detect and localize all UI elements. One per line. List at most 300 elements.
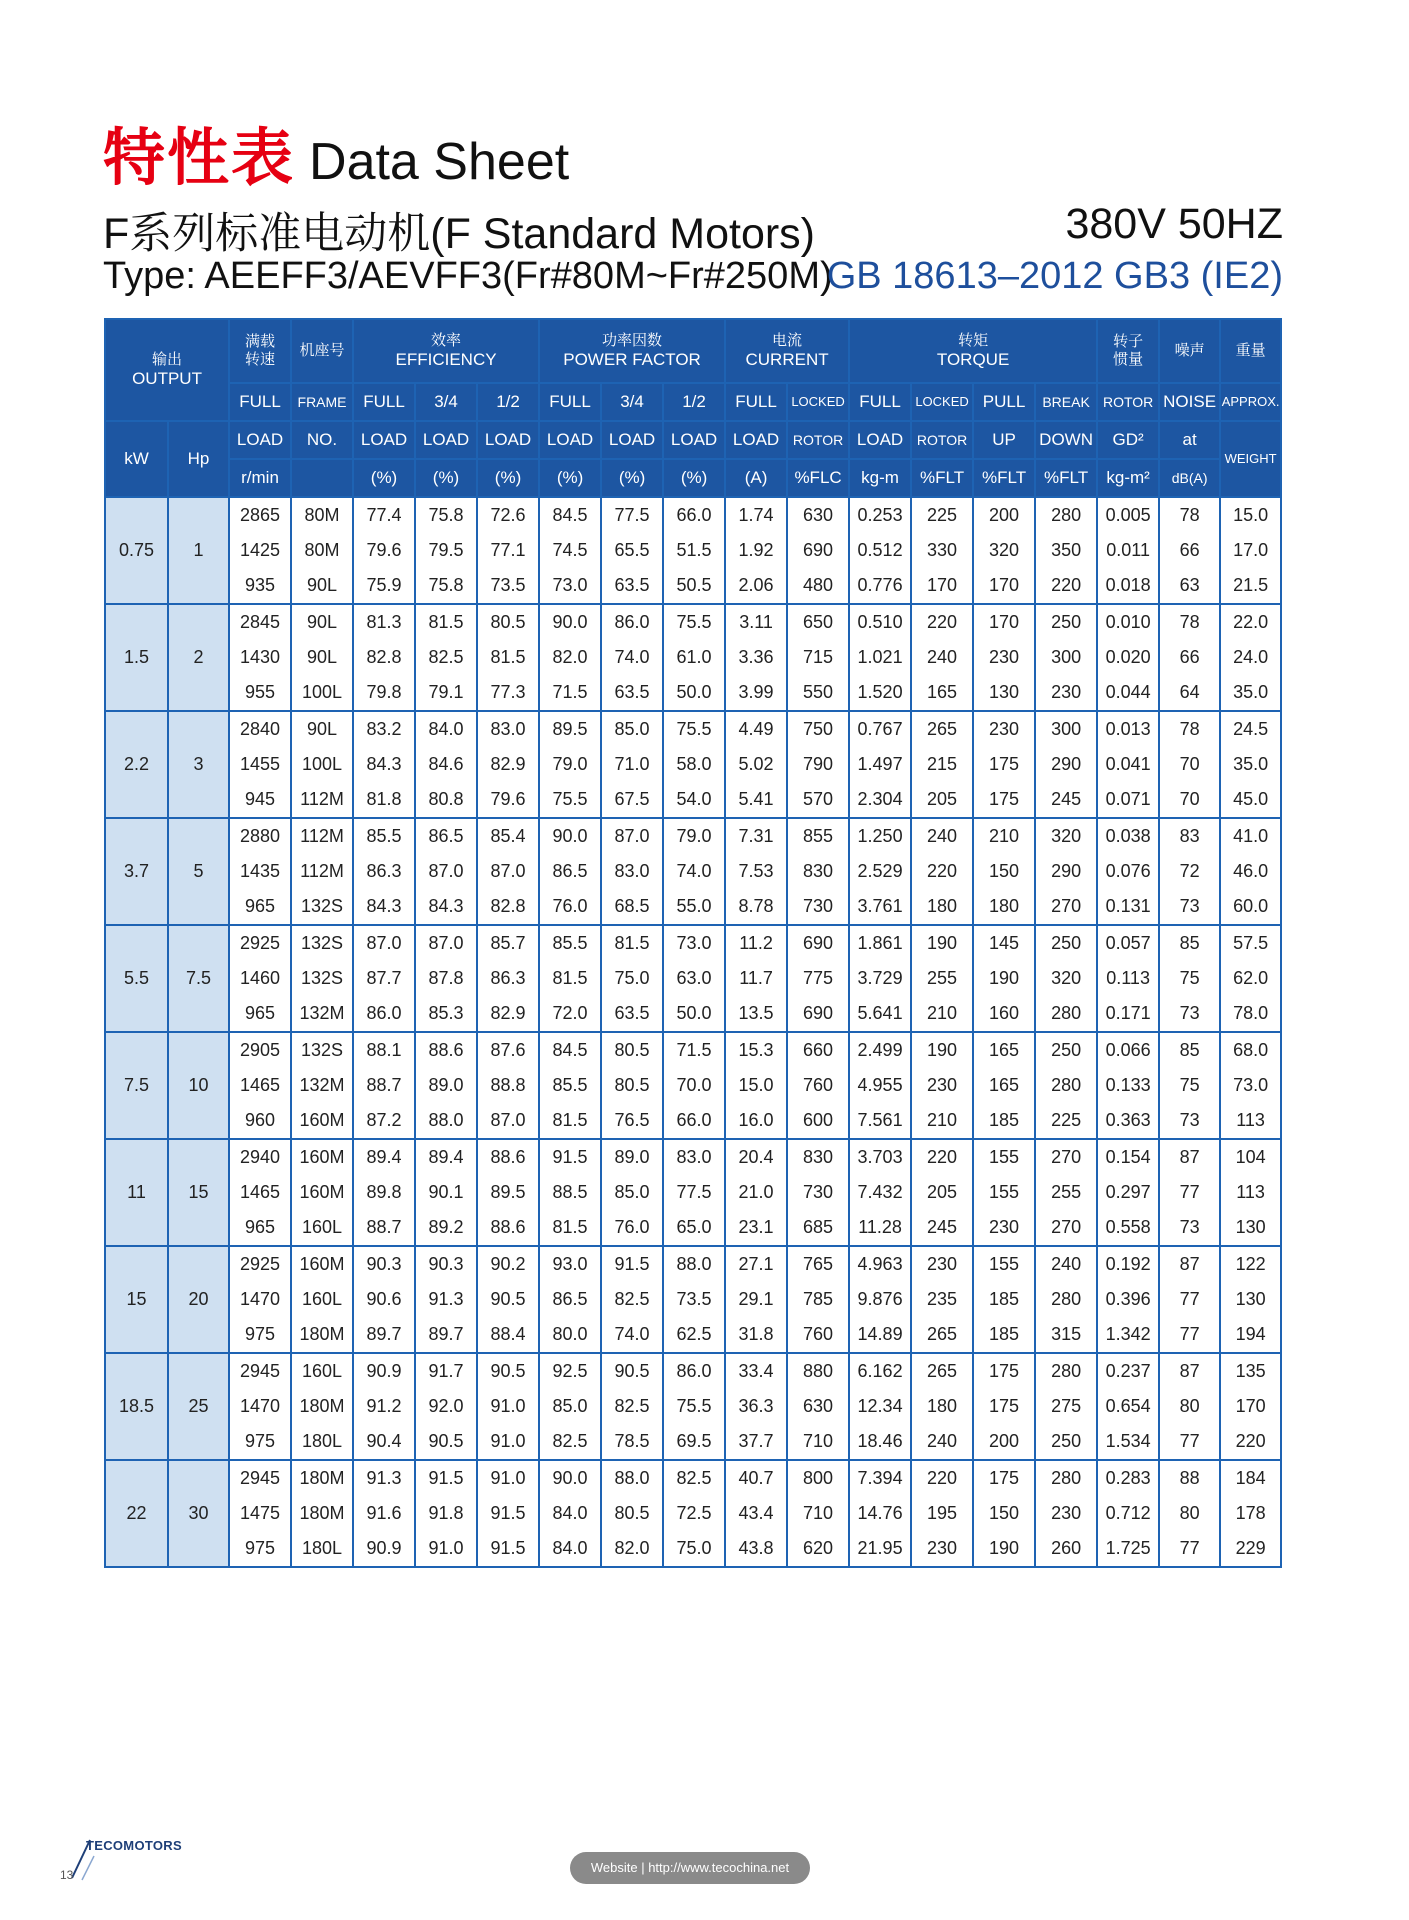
table-cell: 130 [1220, 1282, 1281, 1317]
table-cell: 165 [973, 1032, 1035, 1068]
table-cell: 82.5 [539, 1424, 601, 1460]
table-cell: 85.5 [353, 818, 415, 854]
table-cell: 79.1 [415, 675, 477, 711]
hdr-pct-5: (%) [601, 459, 663, 497]
table-cell: 715 [787, 640, 849, 675]
hdr-pf-34: 3/4 [601, 383, 663, 421]
table-cell: 85.5 [539, 925, 601, 961]
table-cell: 1.861 [849, 925, 911, 961]
table-row [105, 1032, 1281, 1068]
table-cell: 765 [787, 1246, 849, 1282]
table-cell: 18.46 [849, 1424, 911, 1460]
table-cell: 77 [1159, 1424, 1220, 1460]
table-cell: 82.5 [601, 1282, 663, 1317]
torque-header: 转矩 TORQUE [849, 319, 1097, 383]
table-cell: 90L [291, 640, 353, 675]
table-cell: 960 [229, 1103, 291, 1139]
table-cell: 230 [911, 1246, 973, 1282]
table-cell: 82.8 [353, 640, 415, 675]
table-cell: 70 [1159, 782, 1220, 818]
table-cell: 855 [787, 818, 849, 854]
table-cell: 300 [1035, 711, 1097, 747]
table-cell: 87.0 [353, 925, 415, 961]
table-cell: 55.0 [663, 889, 725, 925]
table-cell: 91.2 [353, 1389, 415, 1424]
table-cell: 72 [1159, 854, 1220, 889]
table-cell: 0.558 [1097, 1210, 1159, 1246]
output-kw: 22 [105, 1460, 168, 1567]
table-cell: 2925 [229, 925, 291, 961]
table-cell: 87 [1159, 1139, 1220, 1175]
table-cell: 78 [1159, 604, 1220, 640]
table-cell: 82.8 [477, 889, 539, 925]
table-cell: 90.2 [477, 1246, 539, 1282]
table-cell: 73.5 [663, 1282, 725, 1317]
table-cell: 175 [973, 1460, 1035, 1496]
page-title [103, 108, 569, 197]
table-cell: 90L [291, 568, 353, 604]
hdr-flt-3: %FLT [1035, 459, 1097, 497]
table-cell: 78.0 [1220, 996, 1281, 1032]
table-cell: 90.3 [353, 1246, 415, 1282]
table-cell: 80M [291, 533, 353, 568]
table-cell: 194 [1220, 1317, 1281, 1353]
table-cell: 760 [787, 1317, 849, 1353]
hdr-cur-rotor: ROTOR [787, 421, 849, 459]
table-cell: 90.5 [415, 1424, 477, 1460]
table-cell: 1.497 [849, 747, 911, 782]
table-cell: 88 [1159, 1460, 1220, 1496]
table-cell: 5.641 [849, 996, 911, 1032]
table-cell: 88.6 [415, 1032, 477, 1068]
table-cell: 85.0 [601, 711, 663, 747]
table-cell: 74.0 [601, 640, 663, 675]
table-row [105, 675, 1281, 711]
table-cell: 72.6 [477, 497, 539, 533]
table-cell: 650 [787, 604, 849, 640]
table-cell: 480 [787, 568, 849, 604]
table-cell: 91.0 [477, 1460, 539, 1496]
hdr-kgm2: kg-m² [1097, 459, 1159, 497]
table-cell: 240 [911, 1424, 973, 1460]
hdr-pct-3: (%) [477, 459, 539, 497]
table-cell: 76.0 [601, 1210, 663, 1246]
table-cell: 41.0 [1220, 818, 1281, 854]
output-kw: 5.5 [105, 925, 168, 1032]
table-cell: 80.0 [539, 1317, 601, 1353]
output-hp: 3 [168, 711, 229, 818]
table-cell: 1.342 [1097, 1317, 1159, 1353]
hdr-pull: PULL [973, 383, 1035, 421]
table-cell: 84.0 [539, 1496, 601, 1531]
hdr-tq-locked: LOCKED [911, 383, 973, 421]
table-cell: 280 [1035, 1068, 1097, 1103]
table-cell: 67.5 [601, 782, 663, 818]
table-cell: 78.5 [601, 1424, 663, 1460]
table-cell: 31.8 [725, 1317, 787, 1353]
table-cell: 84.0 [415, 711, 477, 747]
table-row [105, 497, 1281, 533]
table-cell: 5.41 [725, 782, 787, 818]
table-cell: 800 [787, 1460, 849, 1496]
hdr-eff-load-2: LOAD [415, 421, 477, 459]
table-cell: 0.071 [1097, 782, 1159, 818]
table-cell: 0.113 [1097, 961, 1159, 996]
table-cell: 81.8 [353, 782, 415, 818]
table-cell: 3.761 [849, 889, 911, 925]
table-cell: 89.7 [353, 1317, 415, 1353]
table-cell: 3.36 [725, 640, 787, 675]
table-cell: 90.1 [415, 1175, 477, 1210]
table-cell: 82.9 [477, 747, 539, 782]
table-cell: 250 [1035, 925, 1097, 961]
table-cell: 58.0 [663, 747, 725, 782]
table-cell: 68.0 [1220, 1032, 1281, 1068]
table-cell: 185 [973, 1317, 1035, 1353]
table-cell: 73.5 [477, 568, 539, 604]
table-cell: 4.955 [849, 1068, 911, 1103]
table-cell: 62.0 [1220, 961, 1281, 996]
table-cell: 63.5 [601, 568, 663, 604]
table-cell: 113 [1220, 1103, 1281, 1139]
table-cell: 85 [1159, 1032, 1220, 1068]
table-cell: 165 [911, 675, 973, 711]
table-cell: 87.8 [415, 961, 477, 996]
output-kw: 3.7 [105, 818, 168, 925]
table-cell: 0.154 [1097, 1139, 1159, 1175]
table-row [105, 640, 1281, 675]
hdr-pct-1: (%) [353, 459, 415, 497]
table-cell: 88.7 [353, 1068, 415, 1103]
table-cell: 21.95 [849, 1531, 911, 1567]
table-cell: 73.0 [539, 568, 601, 604]
table-cell: 280 [1035, 996, 1097, 1032]
table-cell: 82.0 [601, 1531, 663, 1567]
table-cell: 290 [1035, 854, 1097, 889]
table-cell: 104 [1220, 1139, 1281, 1175]
table-cell: 81.5 [539, 961, 601, 996]
table-row [105, 1531, 1281, 1567]
table-cell: 935 [229, 568, 291, 604]
table-cell: 270 [1035, 889, 1097, 925]
output-kw: 11 [105, 1139, 168, 1246]
table-cell: 320 [1035, 961, 1097, 996]
table-row [105, 1496, 1281, 1531]
table-cell: 81.5 [415, 604, 477, 640]
table-cell: 79.0 [539, 747, 601, 782]
table-cell: 75 [1159, 961, 1220, 996]
table-cell: 91.0 [477, 1424, 539, 1460]
title-english: Data Sheet [309, 133, 570, 191]
table-cell: 160M [291, 1175, 353, 1210]
output-hp: 5 [168, 818, 229, 925]
table-row [105, 1424, 1281, 1460]
table-cell: 80.8 [415, 782, 477, 818]
table-cell: 975 [229, 1317, 291, 1353]
table-cell: 160M [291, 1246, 353, 1282]
table-cell: 91.0 [477, 1389, 539, 1424]
table-cell: 81.5 [539, 1103, 601, 1139]
table-cell: 77.3 [477, 675, 539, 711]
table-cell: 0.020 [1097, 640, 1159, 675]
table-row [105, 782, 1281, 818]
table-cell: 975 [229, 1424, 291, 1460]
weight-header: 重量 [1220, 319, 1281, 383]
table-cell: 2.06 [725, 568, 787, 604]
series-name: F系列标准电动机(F Standard Motors) [103, 210, 815, 258]
hdr-approx: APPROX. [1220, 383, 1281, 421]
table-cell: 100L [291, 675, 353, 711]
subtitle-row [103, 200, 1283, 261]
table-cell: 975 [229, 1531, 291, 1567]
table-cell: 88.7 [353, 1210, 415, 1246]
table-cell: 280 [1035, 1353, 1097, 1389]
table-cell: 14.76 [849, 1496, 911, 1531]
table-cell: 175 [973, 747, 1035, 782]
table-cell: 79.8 [353, 675, 415, 711]
output-hp: 1 [168, 497, 229, 604]
website-link[interactable]: Website | http://www.tecochina.net [570, 1852, 810, 1884]
table-cell: 13.5 [725, 996, 787, 1032]
table-cell: 1.520 [849, 675, 911, 711]
table-cell: 87.0 [477, 1103, 539, 1139]
table-cell: 5.02 [725, 747, 787, 782]
table-cell: 11.28 [849, 1210, 911, 1246]
table-cell: 132M [291, 996, 353, 1032]
hdr-kgm: kg-m [849, 459, 911, 497]
table-cell: 79.0 [663, 818, 725, 854]
table-cell: 0.654 [1097, 1389, 1159, 1424]
table-cell: 80M [291, 497, 353, 533]
hdr-rmin: r/min [229, 459, 291, 497]
table-cell: 245 [911, 1210, 973, 1246]
table-cell: 87.0 [415, 854, 477, 889]
table-cell: 112M [291, 782, 353, 818]
table-cell: 75.8 [415, 497, 477, 533]
table-cell: 71.5 [539, 675, 601, 711]
table-row [105, 1175, 1281, 1210]
hdr-eff-12: 1/2 [477, 383, 539, 421]
table-cell: 84.3 [415, 889, 477, 925]
table-cell: 15.3 [725, 1032, 787, 1068]
table-cell: 690 [787, 996, 849, 1032]
table-cell: 75.5 [663, 1389, 725, 1424]
table-cell: 330 [911, 533, 973, 568]
table-cell: 88.0 [601, 1460, 663, 1496]
table-cell: 200 [973, 497, 1035, 533]
table-cell: 270 [1035, 1210, 1097, 1246]
table-cell: 91.7 [415, 1353, 477, 1389]
table-cell: 12.34 [849, 1389, 911, 1424]
table-cell: 1460 [229, 961, 291, 996]
table-cell: 82.5 [601, 1389, 663, 1424]
table-row [105, 961, 1281, 996]
table-cell: 178 [1220, 1496, 1281, 1531]
table-cell: 230 [973, 640, 1035, 675]
table-cell: 0.005 [1097, 497, 1159, 533]
table-cell: 92.0 [415, 1389, 477, 1424]
table-cell: 2845 [229, 604, 291, 640]
table-cell: 7.394 [849, 1460, 911, 1496]
table-cell: 87.0 [601, 818, 663, 854]
table-cell: 220 [911, 1460, 973, 1496]
table-cell: 320 [973, 533, 1035, 568]
table-cell: 3.11 [725, 604, 787, 640]
table-cell: 87.0 [415, 925, 477, 961]
table-cell: 91.0 [415, 1531, 477, 1567]
table-cell: 90.9 [353, 1531, 415, 1567]
table-row [105, 996, 1281, 1032]
table-cell: 150 [973, 854, 1035, 889]
table-cell: 84.5 [539, 497, 601, 533]
table-cell: 80.5 [601, 1496, 663, 1531]
table-cell: 71.5 [663, 1032, 725, 1068]
table-cell: 660 [787, 1032, 849, 1068]
table-cell: 51.5 [663, 533, 725, 568]
table-cell: 90.3 [415, 1246, 477, 1282]
hdr-tq-rotor: ROTOR [911, 421, 973, 459]
table-cell: 82.5 [415, 640, 477, 675]
table-cell: 81.5 [539, 1210, 601, 1246]
table-row [105, 1389, 1281, 1424]
table-cell: 112M [291, 854, 353, 889]
table-cell: 80.5 [601, 1032, 663, 1068]
table-cell: 78 [1159, 711, 1220, 747]
table-body [105, 497, 1281, 1567]
output-kw: 7.5 [105, 1032, 168, 1139]
table-cell: 0.076 [1097, 854, 1159, 889]
table-cell: 265 [911, 711, 973, 747]
output-hp: 20 [168, 1246, 229, 1353]
table-cell: 85 [1159, 925, 1220, 961]
table-cell: 180M [291, 1317, 353, 1353]
table-cell: 180 [973, 889, 1035, 925]
table-row [105, 1353, 1281, 1389]
table-cell: 620 [787, 1531, 849, 1567]
table-cell: 1435 [229, 854, 291, 889]
table-cell: 75.5 [663, 711, 725, 747]
type-row [103, 255, 1283, 298]
table-row [105, 604, 1281, 640]
table-cell: 685 [787, 1210, 849, 1246]
table-cell: 86.0 [601, 604, 663, 640]
table-cell: 210 [911, 996, 973, 1032]
table-cell: 77.5 [601, 497, 663, 533]
table-cell: 50.5 [663, 568, 725, 604]
motor-type: Type: AEEFF3/AEVFF3(Fr#80M~Fr#250M) [103, 255, 833, 297]
table-cell: 66.0 [663, 1103, 725, 1139]
table-cell: 11.2 [725, 925, 787, 961]
table-cell: 160L [291, 1353, 353, 1389]
table-cell: 1.74 [725, 497, 787, 533]
table-cell: 89.0 [601, 1139, 663, 1175]
table-cell: 91.3 [415, 1282, 477, 1317]
hdr-eff-34: 3/4 [415, 383, 477, 421]
hdr-noise: NOISE [1159, 383, 1220, 421]
table-cell: 89.8 [353, 1175, 415, 1210]
table-cell: 0.057 [1097, 925, 1159, 961]
table-cell: 130 [973, 675, 1035, 711]
table-cell: 77 [1159, 1175, 1220, 1210]
table-cell: 88.0 [415, 1103, 477, 1139]
output-hp: 15 [168, 1139, 229, 1246]
table-cell: 160 [973, 996, 1035, 1032]
table-cell: 320 [1035, 818, 1097, 854]
table-cell: 87.6 [477, 1032, 539, 1068]
table-cell: 82.0 [539, 640, 601, 675]
table-cell: 280 [1035, 1460, 1097, 1496]
table-cell: 0.237 [1097, 1353, 1159, 1389]
table-cell: 205 [911, 782, 973, 818]
table-cell: 35.0 [1220, 747, 1281, 782]
table-cell: 76.0 [539, 889, 601, 925]
table-cell: 184 [1220, 1460, 1281, 1496]
table-cell: 170 [1220, 1389, 1281, 1424]
table-cell: 1470 [229, 1389, 291, 1424]
table-cell: 280 [1035, 1282, 1097, 1317]
table-cell: 37.7 [725, 1424, 787, 1460]
hdr-pf-load-3: LOAD [663, 421, 725, 459]
table-cell: 46.0 [1220, 854, 1281, 889]
table-cell: 710 [787, 1496, 849, 1531]
hdr-kw: kW [105, 421, 168, 497]
table-cell: 83 [1159, 818, 1220, 854]
table-cell: 270 [1035, 1139, 1097, 1175]
hdr-frame-blank [291, 459, 353, 497]
output-hp: 7.5 [168, 925, 229, 1032]
table-cell: 300 [1035, 640, 1097, 675]
table-cell: 210 [973, 818, 1035, 854]
table-cell: 86.3 [477, 961, 539, 996]
table-cell: 77 [1159, 1531, 1220, 1567]
table-cell: 91.6 [353, 1496, 415, 1531]
table-cell: 79.6 [477, 782, 539, 818]
table-cell: 4.963 [849, 1246, 911, 1282]
table-cell: 2945 [229, 1353, 291, 1389]
table-cell: 4.49 [725, 711, 787, 747]
table-cell: 82.9 [477, 996, 539, 1032]
table-cell: 77.1 [477, 533, 539, 568]
table-cell: 200 [973, 1424, 1035, 1460]
table-row [105, 1282, 1281, 1317]
output-kw: 18.5 [105, 1353, 168, 1460]
table-cell: 1.725 [1097, 1531, 1159, 1567]
table-cell: 3.99 [725, 675, 787, 711]
table-cell: 160M [291, 1103, 353, 1139]
hdr-eff-full: FULL [353, 383, 415, 421]
table-cell: 91.5 [539, 1139, 601, 1175]
frame-header: 机座号 [291, 319, 353, 383]
table-cell: 1470 [229, 1282, 291, 1317]
output-hp: 30 [168, 1460, 229, 1567]
table-cell: 220 [1035, 568, 1097, 604]
hdr-down: DOWN [1035, 421, 1097, 459]
table-row [105, 711, 1281, 747]
table-cell: 0.010 [1097, 604, 1159, 640]
table-cell: 88.5 [539, 1175, 601, 1210]
table-cell: 230 [973, 1210, 1035, 1246]
table-cell: 0.038 [1097, 818, 1159, 854]
table-cell: 230 [911, 1531, 973, 1567]
table-cell: 8.78 [725, 889, 787, 925]
table-cell: 21.0 [725, 1175, 787, 1210]
table-cell: 0.133 [1097, 1068, 1159, 1103]
table-cell: 76.5 [601, 1103, 663, 1139]
power-factor-header: 功率因数 POWER FACTOR [539, 319, 725, 383]
table-cell: 2.529 [849, 854, 911, 889]
table-cell: 0.044 [1097, 675, 1159, 711]
table-cell: 710 [787, 1424, 849, 1460]
